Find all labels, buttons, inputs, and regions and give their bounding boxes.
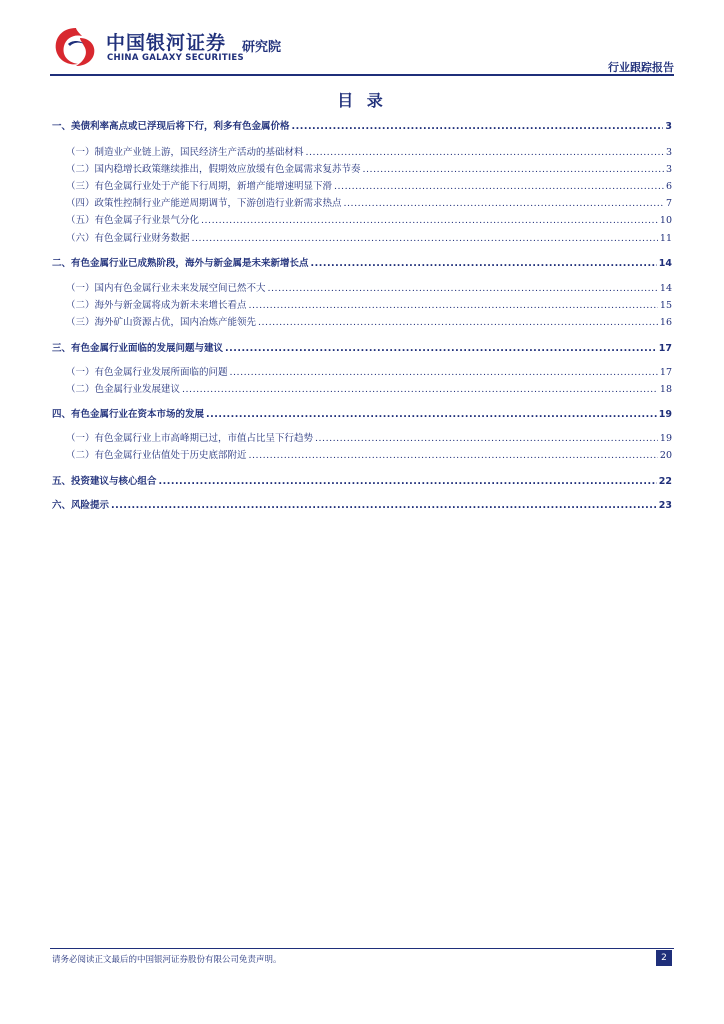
toc-entry-1-4[interactable] (66, 197, 672, 211)
footer-divider (50, 948, 674, 949)
toc-leader (363, 163, 664, 177)
toc-entry-2-2[interactable] (66, 299, 672, 313)
toc-title: 目 录 (337, 91, 387, 110)
toc-leader (315, 432, 658, 446)
toc-entry-page: 15 (659, 300, 672, 311)
toc-entry-label: 二、有色金属行业已成熟阶段，海外与新金属是未来新增长点 (52, 258, 309, 269)
page-header (50, 24, 674, 74)
report-type: 行业跟踪报告 (608, 61, 674, 74)
toc-entry-1-2[interactable] (66, 163, 672, 177)
toc-entry-page: 6 (665, 181, 672, 192)
toc-entry-label: （四）政策性控制行业产能逆周期调节，下游创造行业新需求热点 (66, 198, 342, 209)
toc-entry-page: 20 (659, 450, 672, 461)
toc-entry-label: 六、风险提示 (52, 500, 110, 511)
toc-leader (344, 197, 664, 211)
toc-entry-label: 三、有色金属行业面临的发展问题与建议 (52, 343, 224, 354)
toc-entry-section-3[interactable] (52, 342, 672, 356)
toc-entry-label: （二）色金属行业发展建议 (66, 384, 181, 395)
toc-entry-page: 14 (659, 283, 672, 294)
toc-entry-label: （二）有色金属行业估值处于历史底部附近 (66, 450, 247, 461)
toc-entry-label: （二）国内稳增长政策继续推出，假期效应放缓有色金属需求复苏节奏 (66, 164, 361, 175)
toc-entry-page: 7 (665, 198, 672, 209)
toc-entry-page: 3 (665, 164, 672, 175)
toc-leader (292, 120, 664, 134)
footer-disclaimer: 请务必阅读正文最后的中国银河证券股份有限公司免责声明。 (52, 955, 282, 965)
toc-entry-page: 17 (659, 367, 672, 378)
toc-leader (334, 180, 664, 194)
toc-entry-page: 19 (659, 433, 672, 444)
toc-entry-label: （五）有色金属子行业景气分化 (66, 215, 200, 226)
toc-entry-page: 3 (665, 147, 672, 158)
toc-entry-4-2[interactable] (66, 449, 672, 463)
toc-entry-3-2[interactable] (66, 383, 672, 397)
toc-entry-4-1[interactable] (66, 432, 672, 446)
toc-leader (230, 366, 658, 380)
toc-entry-label: 五、投资建议与核心组合 (52, 476, 157, 487)
toc-entry-label: （一）国内有色金属行业未来发展空间已然不大 (66, 283, 266, 294)
toc-leader (249, 299, 658, 313)
toc-entry-1-1[interactable] (66, 146, 672, 160)
brand-subtitle: 研究院 (242, 40, 282, 55)
brand-name-en: CHINA GALAXY SECURITIES (107, 53, 244, 63)
brand-name-cn: 中国银河证券 (106, 32, 227, 54)
toc-entry-label: 四、有色金属行业在资本市场的发展 (52, 409, 205, 420)
toc-entry-page: 14 (658, 258, 672, 269)
toc-entry-page: 10 (659, 215, 672, 226)
toc-entry-section-2[interactable] (52, 257, 672, 271)
toc-leader (201, 214, 658, 228)
toc-entry-label: （一）有色金属行业上市高峰期已过，市值占比呈下行趋势 (66, 433, 314, 444)
toc-entry-section-6[interactable] (52, 499, 672, 513)
toc-entry-page: 18 (659, 384, 672, 395)
toc-entry-label: （三）有色金属行业处于产能下行周期，新增产能增速明显下滑 (66, 181, 333, 192)
toc-entry-1-5[interactable] (66, 214, 672, 228)
page-number: 2 (656, 950, 672, 966)
header-divider (50, 74, 674, 76)
toc-leader (306, 146, 664, 160)
toc-leader (182, 383, 658, 397)
toc-leader (159, 475, 657, 489)
toc-leader (249, 449, 658, 463)
toc-leader (268, 282, 658, 296)
toc-leader (206, 408, 657, 422)
toc-entry-label: （一）制造业产业链上游，国民经济生产活动的基础材料 (66, 147, 304, 158)
toc-entry-page: 19 (658, 409, 672, 420)
toc-entry-label: 一、美债利率高点或已浮现后将下行，利多有色金属价格 (52, 121, 290, 132)
toc-entry-section-1[interactable] (52, 120, 672, 134)
toc-entry-page: 11 (659, 233, 672, 244)
toc-entry-section-4[interactable] (52, 408, 672, 422)
toc-entry-1-3[interactable] (66, 180, 672, 194)
toc-entry-label: （三）海外矿山资源占优，国内冶炼产能领先 (66, 317, 257, 328)
toc-entry-label: （一）有色金属行业发展所面临的问题 (66, 367, 228, 378)
toc-entry-page: 17 (658, 343, 672, 354)
toc-entry-section-5[interactable] (52, 475, 672, 489)
toc-entry-2-3[interactable] (66, 316, 672, 330)
toc-entry-3-1[interactable] (66, 366, 672, 380)
toc-entry-2-1[interactable] (66, 282, 672, 296)
toc-leader (225, 342, 657, 356)
toc-entry-page: 16 (659, 317, 672, 328)
toc-entry-label: （六）有色金属行业财务数据 (66, 233, 190, 244)
toc-leader (111, 499, 657, 513)
toc-entry-page: 22 (658, 476, 672, 487)
toc-leader (192, 232, 658, 246)
galaxy-logo-icon (50, 24, 102, 70)
toc-entry-page: 23 (658, 500, 672, 511)
toc-leader (258, 316, 658, 330)
toc-entry-1-6[interactable] (66, 232, 672, 246)
toc-entry-page: 3 (665, 121, 672, 132)
toc-entry-label: （二）海外与新金属将成为新未来增长看点 (66, 300, 247, 311)
toc-leader (311, 257, 657, 271)
